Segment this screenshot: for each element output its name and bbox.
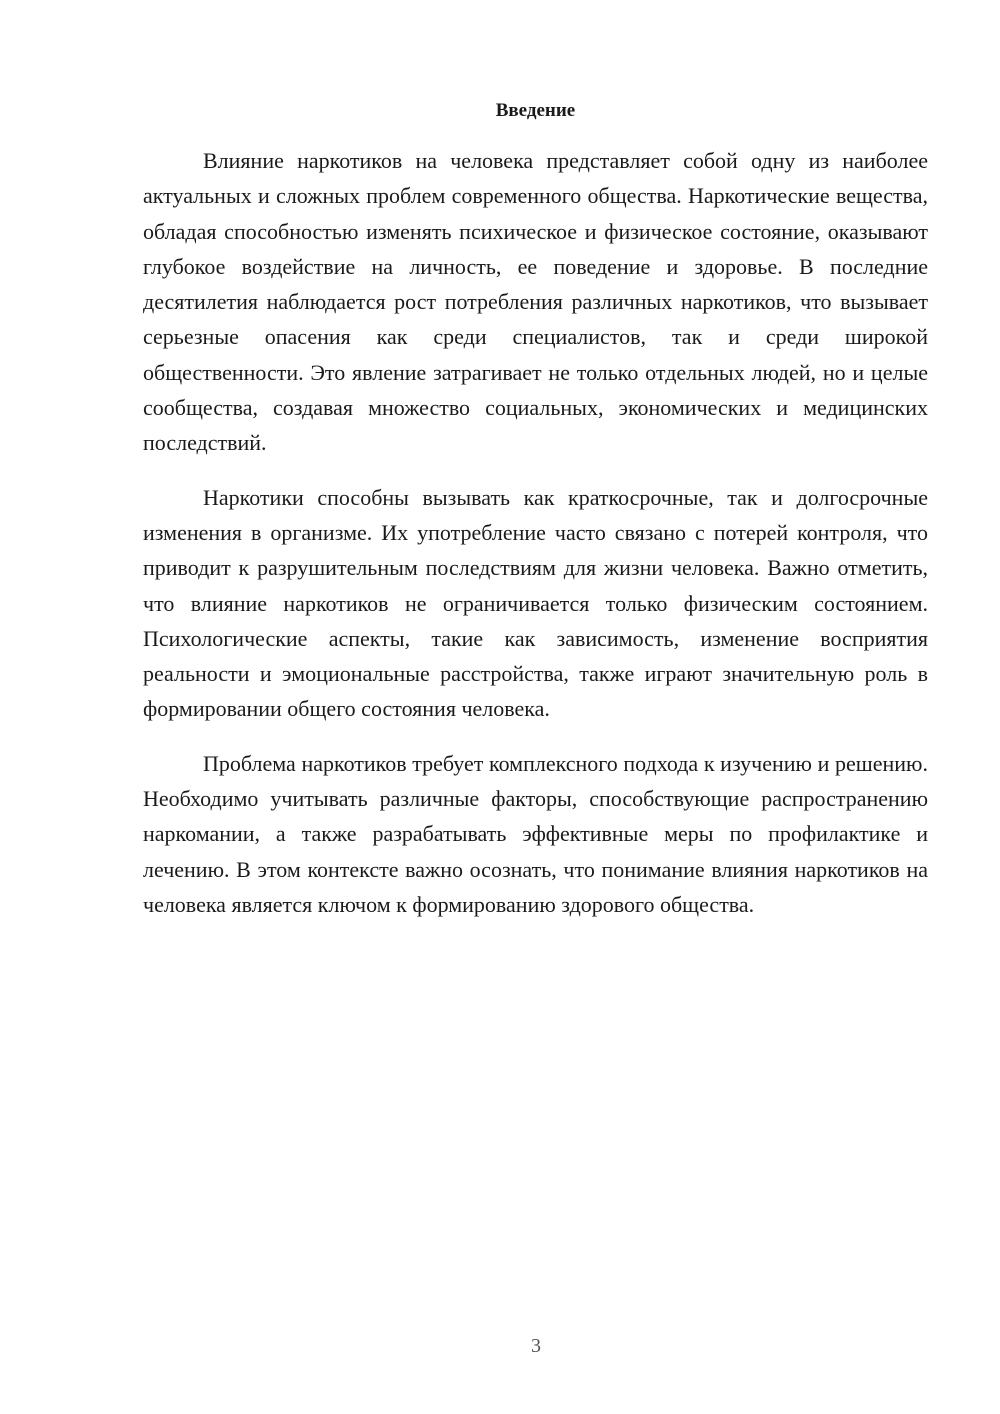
section-title: Введение	[495, 100, 576, 121]
paragraph-3: Проблема наркотиков требует комплексного подхода к изучению и решению. Необходимо учитывать различные факторы, способствующие распространению наркомании, а также разрабатывать эффективные меры по профилактике и лечению. В этом контексте важно осознать, что понимание влияния наркотиков на человека является ключом к формированию здорового общества.	[143, 750, 928, 917]
paragraph-1: Влияние наркотиков на человека представляет собой одну из наиболее актуальных и сложных проблем современного общества. Наркотические вещества, обладая способностью изменять психическое и физическое состояние, оказывают глубокое воздействие на личность, ее поведение и здоровье. В последние десятилетия наблюдается рост потребления различных наркотиков, что вызывает серьезные опасения как среди специалистов, так и среди широкой общественности. Это явление затрагивает не только отдельных людей, но и целые сообщества, создавая множество социальных, экономических и медицинских последствий.	[143, 148, 928, 456]
paragraph-2: Наркотики способны вызывать как краткосрочные, так и долгосрочные изменения в организме. Их употребление часто связано с потерей контроля, что приводит к разрушительным последствиям для жизни человека. Важно отметить, что влияние наркотиков не ограничивается только физическим состоянием. Психологические аспекты, такие как зависимость, изменение восприятия реальности и эмоциональные расстройства, также играют значительную роль в формировании общего состояния человека.	[143, 484, 928, 722]
body-text	[143, 143, 928, 941]
page-number: 3	[531, 1335, 541, 1357]
